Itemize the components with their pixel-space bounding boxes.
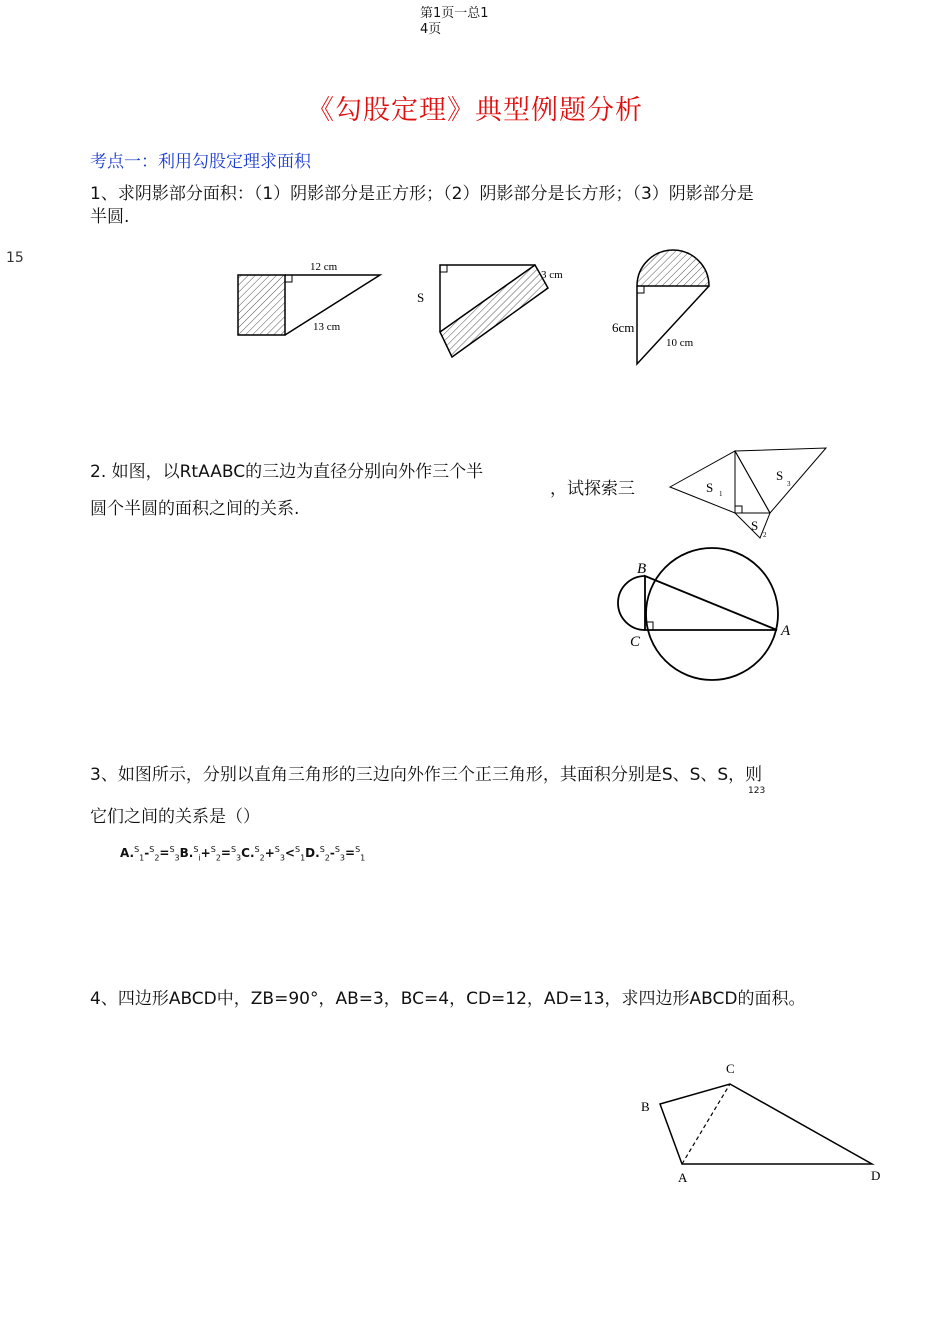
q2-vertex-b: B: [637, 561, 647, 577]
q1-figure-semicircle: [612, 250, 709, 364]
q1-fig3-hyp-label: 10 cm: [666, 337, 694, 349]
q3-s1-label: S: [706, 480, 714, 495]
q4-vertex-c: C: [726, 1061, 735, 1076]
q1-text-line1: 1、求阴影部分面积：（1）阴影部分是正方形；（2）阴影部分是长方形；（3）阴影部分是: [90, 184, 754, 204]
q2-text-line1-tail: ，试探索三: [550, 479, 635, 499]
margin-mark: 15: [6, 250, 24, 266]
q1-figure-square: [238, 261, 380, 335]
q3-text-line1: 3、如图所示，分别以直角三角形的三边向外作三个正三角形，其面积分别是S、S、S，则: [90, 765, 763, 785]
page-header-line1: 第1页一总1: [420, 6, 489, 21]
q4-vertex-a: A: [678, 1170, 688, 1185]
q3-option-d[interactable]: D.$^S_2$-$^S_3$=$^S_1$: [305, 845, 366, 863]
q3-s2-sub: 2: [763, 531, 767, 539]
q3-s3-sub: 3: [787, 480, 791, 488]
q2-vertex-a: A: [781, 623, 791, 639]
q3-option-c[interactable]: C.$^S_2$+$^S_3$<$^S_1$: [241, 845, 306, 863]
q3-text-line2: 它们之间的关系是（）: [90, 807, 260, 827]
q1-figure-rectangle: [417, 265, 563, 357]
q3-options: [120, 845, 365, 862]
q3-s2-label: S: [751, 518, 759, 533]
q2-vertex-c: C: [630, 634, 641, 650]
q3-s3-label: S: [776, 468, 784, 483]
q1-fig2-side-label: 3 cm: [541, 269, 563, 281]
q4-figure-quadrilateral: [641, 1061, 880, 1185]
q4-vertex-d: D: [871, 1168, 881, 1183]
document-title: 《勾股定理》典型例题分析: [307, 95, 643, 126]
q4-vertex-b: B: [641, 1099, 650, 1114]
q2-figure-semicircles: [618, 548, 791, 680]
q2-text-line1: 2. 如图，以RtAABC的三边为直径分别向外作三个半: [90, 462, 484, 482]
q1-fig3-leg-label: 6cm: [612, 320, 635, 335]
q1-fig2-left-label: S: [417, 290, 425, 305]
q3-option-a[interactable]: A.$^S_1$-$^S_2$=$^S_3$: [120, 845, 180, 863]
page-header-line2: 4页: [420, 22, 442, 37]
q3-option-b[interactable]: B.$^S_i$+$^S_2$=$^S_3$: [179, 845, 242, 863]
q1-fig1-hyp-label: 13 cm: [313, 321, 341, 333]
q3-s1-sub: 1: [719, 490, 723, 498]
q3-subscript-digits: 123: [748, 786, 766, 796]
q2-text-line2: 圆个半圆的面积之间的关系.: [90, 499, 300, 519]
q1-fig1-top-label: 12 cm: [310, 261, 338, 273]
q4-text-line1: 4、四边形ABCD中，ZB=90°，AB=3，BC=4，CD=12，AD=13，求四边形ABCD的面积。: [90, 989, 806, 1009]
section-heading: 考点一：利用勾股定理求面积: [90, 152, 311, 172]
q1-text-line2: 半圆.: [90, 207, 130, 227]
q3-figure-triangles: [670, 448, 826, 539]
